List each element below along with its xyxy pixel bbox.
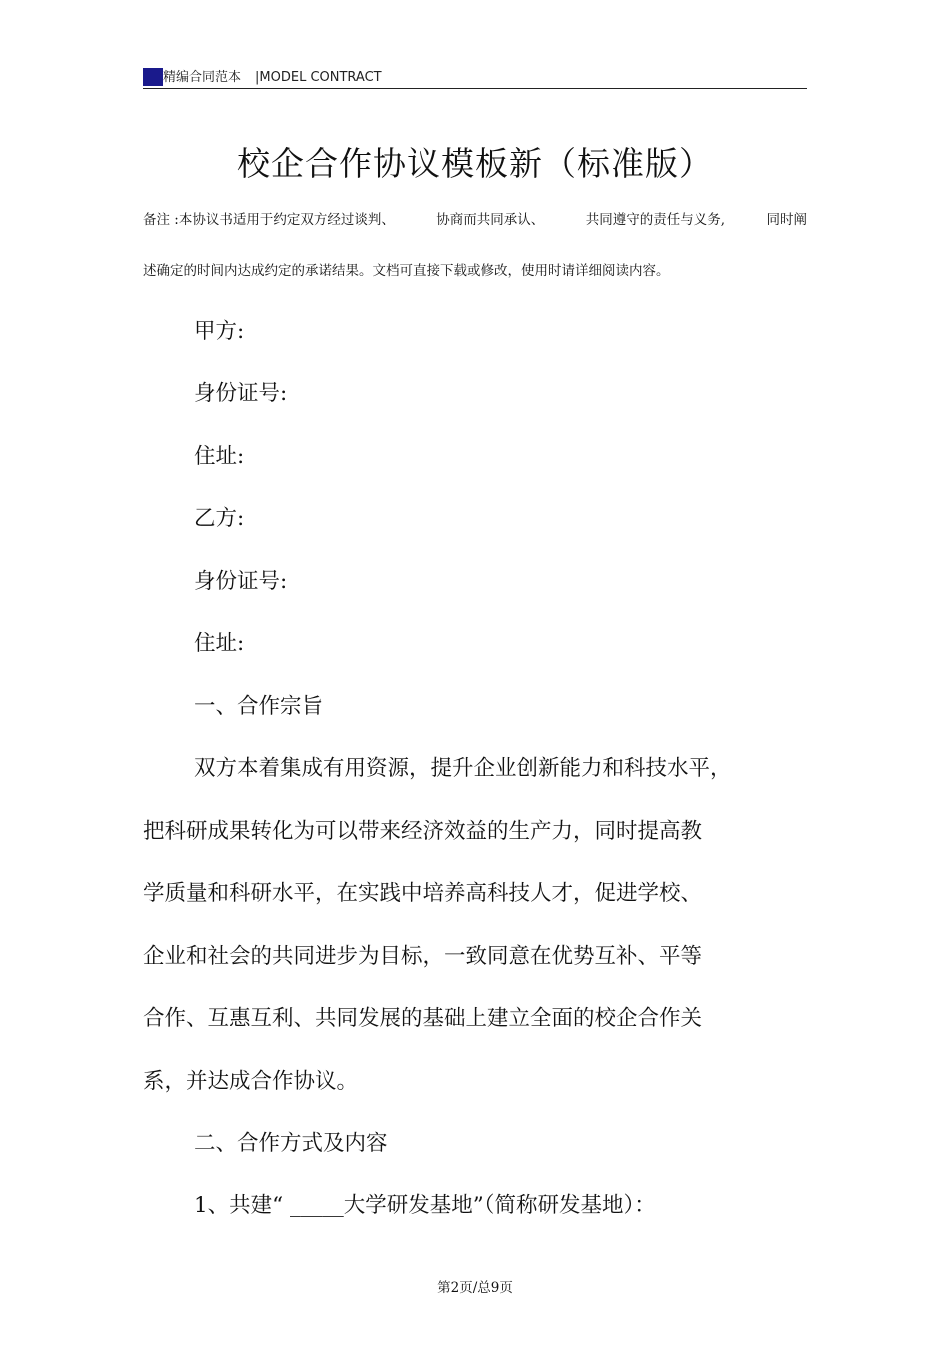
note-segment: 协商而共同承认、 — [436, 212, 545, 228]
note-line-1 — [143, 208, 807, 228]
page-header — [143, 64, 807, 89]
field-address-b: 住址: — [194, 631, 245, 656]
paragraph-line: 企业和社会的共同进步为目标，一致同意在优势互补、平等 — [143, 944, 703, 969]
section-heading-purpose: 一、合作宗旨 — [194, 694, 324, 719]
note-segment: 同时阐 — [766, 212, 807, 228]
note-segment: 共同遵守的责任与义务, — [585, 212, 726, 228]
brand-en: MODEL CONTRACT — [259, 70, 382, 85]
note-line-2: 述确定的时间内达成约定的承诺结果。文档可直接下载或修改，使用时请详细阅读内容。 — [143, 263, 670, 279]
field-address-a: 住址: — [194, 444, 245, 469]
list-item: 1、共建“ _____大学研发基地”（简称研发基地）： — [194, 1193, 656, 1218]
field-id-a: 身份证号: — [194, 381, 288, 406]
brand-cn: 精编合同范本 — [163, 70, 242, 85]
document-title: 校企合作协议模板新（标准版） — [237, 144, 713, 183]
page-number: 第2页/总9页 — [437, 1280, 513, 1296]
paragraph-line: 把科研成果转化为可以带来经济效益的生产力，同时提高教 — [143, 819, 703, 844]
paragraph-line: 学质量和科研水平，在实践中培养高科技人才，促进学校、 — [143, 881, 703, 906]
paragraph-line: 双方本着集成有用资源，提升企业创新能力和科技水平， — [194, 756, 732, 781]
header-text — [163, 66, 382, 85]
note-segment: 备注 :本协议书适用于约定双方经过谈判、 — [143, 212, 395, 228]
field-id-b: 身份证号: — [194, 569, 288, 594]
paragraph-line: 合作、互惠互利、共同发展的基础上建立全面的校企合作关 — [143, 1006, 703, 1031]
header-separator: | — [255, 70, 260, 85]
field-party-a: 甲方: — [194, 319, 245, 344]
field-party-b: 乙方: — [194, 506, 245, 531]
logo-square-icon — [143, 68, 163, 86]
section-heading-method: 二、合作方式及内容 — [194, 1131, 388, 1156]
paragraph-line: 系，并达成合作协议。 — [143, 1069, 359, 1094]
